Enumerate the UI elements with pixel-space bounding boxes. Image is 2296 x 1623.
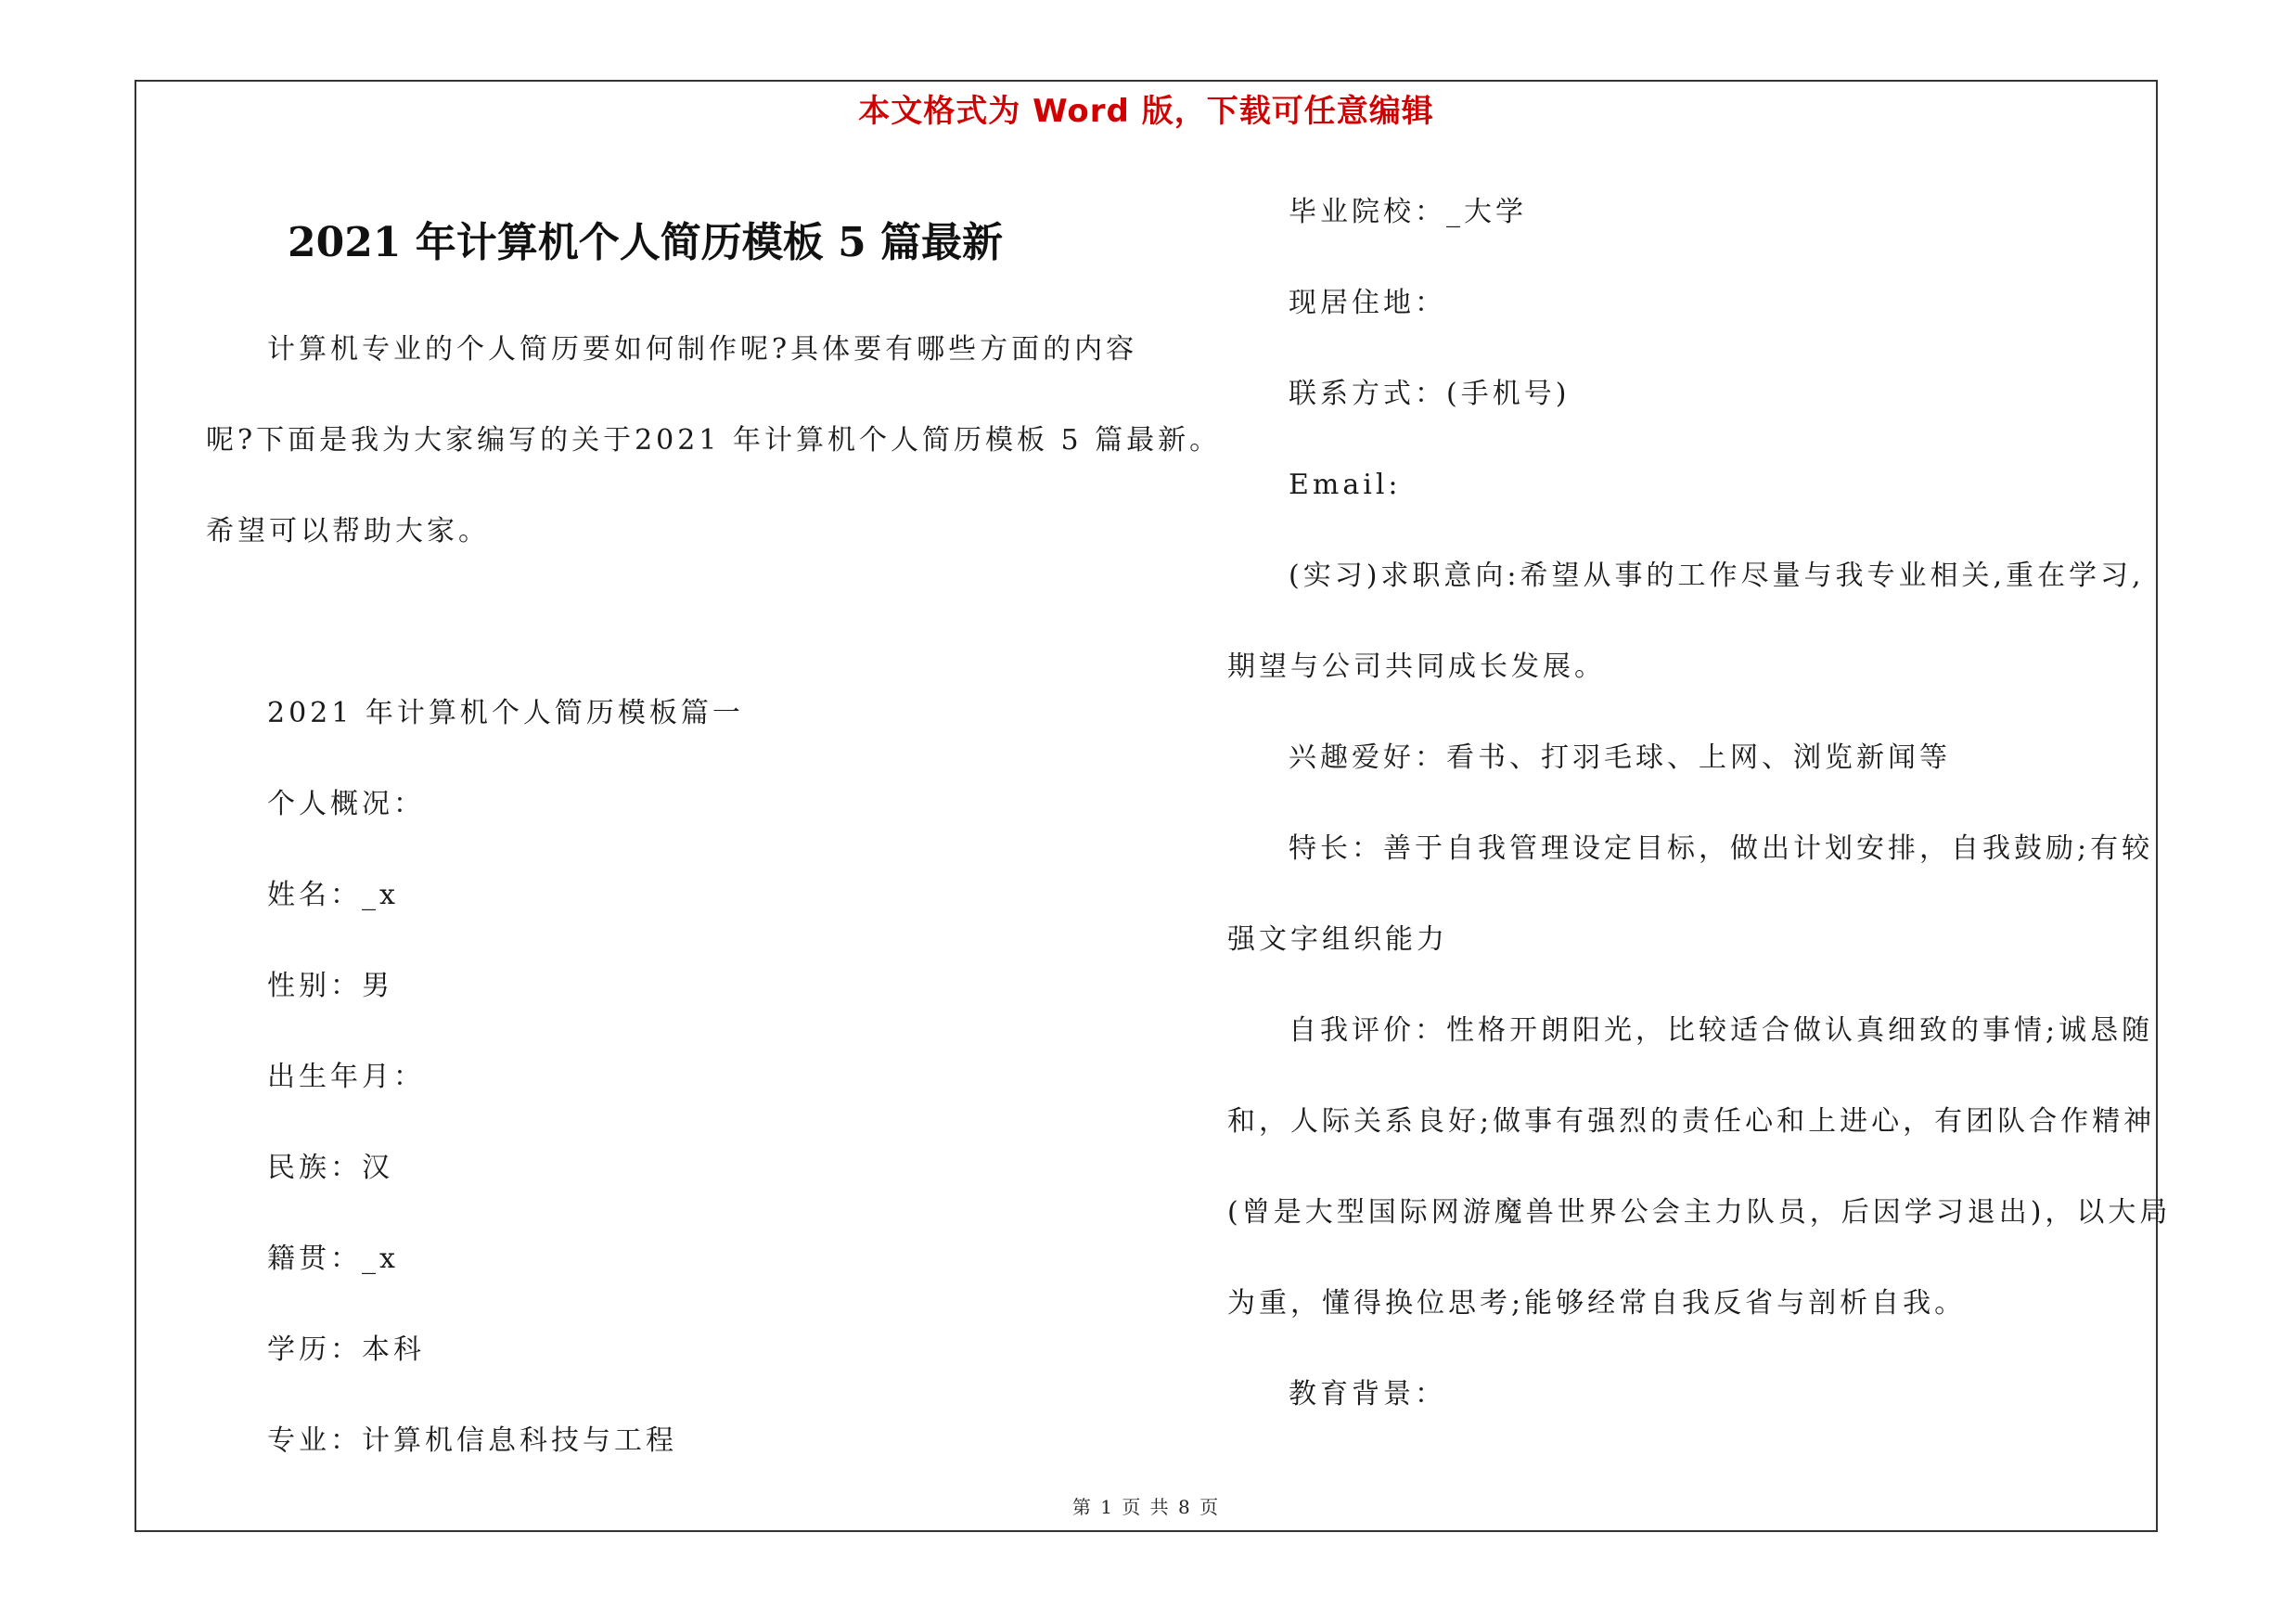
intent-line-1: (实习)求职意向:希望从事的工作尽量与我专业相关,重在学习, xyxy=(1289,560,2145,592)
intro-line-1: 计算机专业的个人简历要如何制作呢?具体要有哪些方面的内容 xyxy=(267,333,1138,366)
self-eval-line-3: (曾是大型国际网游魔兽世界公会主力队员，后因学习退出)，以大局 xyxy=(1227,1196,2172,1229)
contact-field: 联系方式：(手机号) xyxy=(1289,378,1571,410)
education-level-field: 学历：本科 xyxy=(267,1333,425,1366)
name-field: 姓名：_x xyxy=(267,879,399,911)
intro-line-3: 希望可以帮助大家。 xyxy=(206,515,490,547)
hobbies-field: 兴趣爱好：看书、打羽毛球、上网、浏览新闻等 xyxy=(1289,741,1951,774)
document-title: 2021 年计算机个人简历模板 5 篇最新 xyxy=(288,219,1004,266)
native-place-field: 籍贯：_x xyxy=(267,1243,399,1275)
right-column xyxy=(1227,167,2172,1440)
format-notice-banner: 本文格式为 Word 版，下载可任意编辑 xyxy=(858,93,1434,130)
blank-line xyxy=(206,577,1143,668)
major-field: 专业：计算机信息科技与工程 xyxy=(267,1424,677,1457)
strengths-line-1: 特长：善于自我管理设定目标，做出计划安排，自我鼓励;有较 xyxy=(1289,832,2154,865)
strengths-line-2: 强文字组织能力 xyxy=(1227,923,1448,956)
intent-line-2: 期望与公司共同成长发展。 xyxy=(1227,650,1606,683)
section-heading: 2021 年计算机个人简历模板篇一 xyxy=(267,697,744,729)
intro-line-2: 呢?下面是我为大家编写的关于2021 年计算机个人简历模板 5 篇最新。 xyxy=(206,424,1222,457)
education-background-label: 教育背景： xyxy=(1289,1378,1446,1410)
school-field: 毕业院校：_大学 xyxy=(1289,196,1527,228)
self-eval-line-2: 和，人际关系良好;做事有强烈的责任心和上进心，有团队合作精神 xyxy=(1227,1105,2156,1138)
left-column xyxy=(206,304,1222,1487)
residence-field: 现居住地： xyxy=(1289,287,1446,319)
ethnicity-field: 民族：汉 xyxy=(267,1152,393,1184)
self-eval-line-4: 为重，懂得换位思考;能够经常自我反省与剖析自我。 xyxy=(1227,1287,1967,1320)
overview-label: 个人概况： xyxy=(267,788,425,820)
birth-field: 出生年月： xyxy=(267,1061,425,1093)
page-number-footer: 第 1 页 共 8 页 xyxy=(1071,1496,1221,1518)
email-field: Email: xyxy=(1289,469,1402,501)
gender-field: 性别：男 xyxy=(267,970,393,1002)
self-eval-line-1: 自我评价：性格开朗阳光，比较适合做认真细致的事情;诚恳随 xyxy=(1289,1014,2154,1047)
